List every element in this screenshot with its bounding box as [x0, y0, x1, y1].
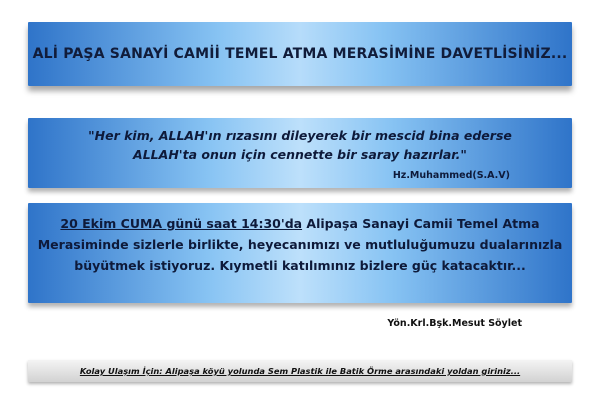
invitation-line-1	[28, 213, 572, 234]
event-date-time: 20 Ekim CUMA günü saat 14:30'da	[60, 216, 303, 231]
signature: Yön.Krl.Bşk.Mesut Söylet	[387, 318, 522, 329]
invitation-message	[28, 213, 572, 276]
invitation-line-3: büyütmek istiyoruz. Kıymetli katılımınız bizlere güç katacaktır...	[74, 258, 526, 273]
quote-source: Hz.Muhammed(S.A.V)	[392, 170, 510, 181]
invitation-line-1-rest: Alipaşa Sanayi Camii Temel Atma	[302, 216, 540, 231]
quote-line-2: ALLAH'ta onun için cennette bir saray hazırlar."	[133, 147, 467, 162]
directions-bar	[28, 360, 572, 382]
directions-text: Kolay Ulaşım İçin: Alipaşa köyü yolunda Sem Plastik ile Batik Örme arasındaki yoldan giriniz...	[79, 366, 521, 376]
invitation-title: ALİ PAŞA SANAYİ CAMİİ TEMEL ATMA MERASİMİNE DAVETLİSİNİZ...	[32, 46, 568, 62]
invitation-line-2: Merasiminde sizlerle birlikte, heyecanımızı ve mutluluğumuzu dualarınızla	[37, 237, 563, 252]
invitation-panel	[28, 203, 572, 303]
title-banner	[28, 22, 572, 86]
hadith-quote	[28, 126, 572, 164]
quote-line-1: "Her kim, ALLAH'ın rızasını dileyerek bir mescid bina ederse	[88, 128, 512, 143]
hadith-quote-panel	[28, 118, 572, 188]
